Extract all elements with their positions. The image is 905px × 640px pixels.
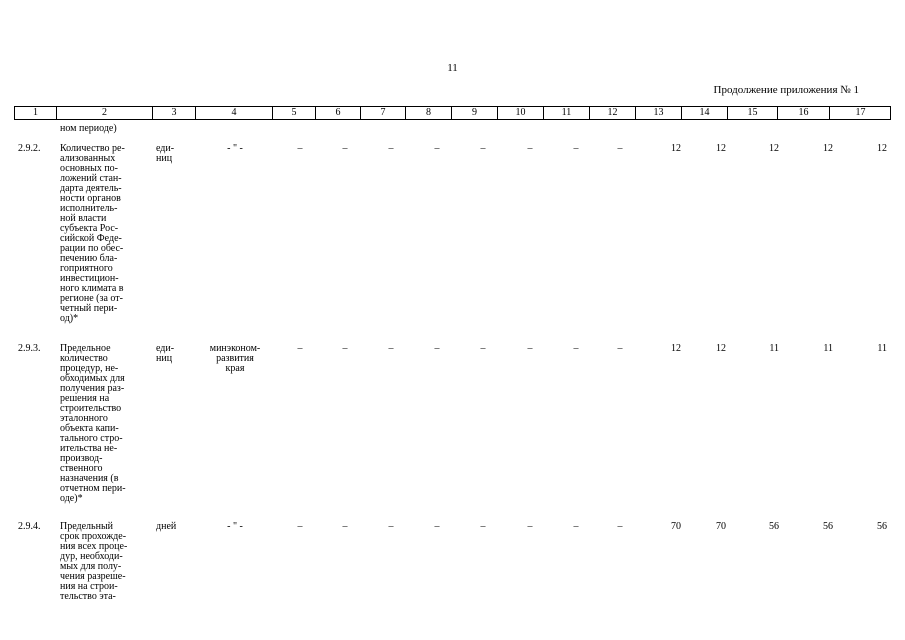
row-empty-value: –	[480, 343, 486, 354]
column-header-6: 6	[315, 107, 360, 119]
column-header-15: 15	[727, 107, 777, 119]
row-code: 2.9.4.	[18, 521, 41, 532]
column-header-13: 13	[635, 107, 681, 119]
column-header-3: 3	[152, 107, 195, 119]
column-header-4: 4	[195, 107, 272, 119]
appendix-continuation-note: Продолжение приложения № 1	[713, 84, 859, 96]
row-code: 2.9.2.	[18, 143, 41, 154]
column-header-9: 9	[451, 107, 497, 119]
row-empty-value: –	[434, 521, 440, 532]
column-header-2: 2	[56, 107, 152, 119]
row-value-col-13: 70	[671, 521, 681, 532]
row-empty-value: –	[573, 521, 579, 532]
column-header-17: 17	[829, 107, 891, 119]
row-value-col-16: 11	[823, 343, 833, 354]
page-number: 11	[447, 62, 458, 74]
row-code: 2.9.3.	[18, 343, 41, 354]
row-empty-value: –	[342, 343, 348, 354]
row-empty-value: –	[527, 521, 533, 532]
column-header-11: 11	[543, 107, 589, 119]
row-value-col-13: 12	[671, 343, 681, 354]
row-empty-value: –	[480, 143, 486, 154]
row-empty-value: –	[527, 343, 533, 354]
row-empty-value: –	[342, 143, 348, 154]
row-empty-value: –	[434, 143, 440, 154]
column-header-10: 10	[497, 107, 543, 119]
row-unit: дней	[156, 521, 177, 532]
column-header-16: 16	[777, 107, 829, 119]
row-value-col-14: 12	[716, 343, 726, 354]
row-empty-value: –	[573, 143, 579, 154]
row-empty-value: –	[342, 521, 348, 532]
row-value-col-17: 56	[877, 521, 887, 532]
row-indicator-name: Предельное количество процедур, не- обходимых для получения раз- решения на строительство эталонного объекта капи- тального стро- ительства не- производ- ственного назначения (в отчетном пери- оде)*	[60, 343, 126, 504]
row-value-col-15: 12	[769, 143, 779, 154]
row-empty-value: –	[480, 521, 486, 532]
row-empty-value: –	[573, 343, 579, 354]
row-responsible: - " -	[227, 143, 243, 154]
row-empty-value: –	[297, 343, 303, 354]
row-value-col-15: 11	[769, 343, 779, 354]
column-header-8: 8	[405, 107, 451, 119]
row-value-col-13: 12	[671, 143, 681, 154]
row-value-col-16: 12	[823, 143, 833, 154]
row-value-col-17: 11	[877, 343, 887, 354]
carryover-text: ном периоде)	[60, 123, 117, 134]
row-empty-value: –	[297, 521, 303, 532]
row-empty-value: –	[617, 143, 623, 154]
column-header-14: 14	[681, 107, 727, 119]
row-indicator-name: Предельный срок прохожде- ния всех проце- дур, необходи- мых для полу- чения разреше- ния на строи- тельство эта-	[60, 521, 128, 602]
row-empty-value: –	[617, 521, 623, 532]
row-value-col-15: 56	[769, 521, 779, 532]
column-header-7: 7	[360, 107, 405, 119]
row-empty-value: –	[388, 521, 394, 532]
row-empty-value: –	[434, 343, 440, 354]
row-value-col-16: 56	[823, 521, 833, 532]
column-header-1: 1	[33, 107, 38, 118]
row-unit: еди- ниц	[156, 143, 175, 164]
row-value-col-14: 12	[716, 143, 726, 154]
row-responsible: минэконом- развития края	[209, 343, 261, 374]
column-number-header	[14, 106, 891, 120]
row-value-col-14: 70	[716, 521, 726, 532]
row-empty-value: –	[388, 143, 394, 154]
row-indicator-name: Количество ре- ализованных основных по- ложений стан- дарта деятель- ности органов исполнитель- ной власти субъекта Рос- сийской Феде- рации по обес- печению бла- гоприятного инвестицион- ного климата в регионе (за от- четный пери- од)*	[60, 143, 125, 324]
row-empty-value: –	[388, 343, 394, 354]
row-empty-value: –	[527, 143, 533, 154]
row-empty-value: –	[617, 343, 623, 354]
row-value-col-17: 12	[877, 143, 887, 154]
row-responsible: - " -	[227, 521, 243, 532]
row-empty-value: –	[297, 143, 303, 154]
column-header-12: 12	[589, 107, 635, 119]
row-unit: еди- ниц	[156, 343, 175, 364]
column-header-5: 5	[272, 107, 315, 119]
